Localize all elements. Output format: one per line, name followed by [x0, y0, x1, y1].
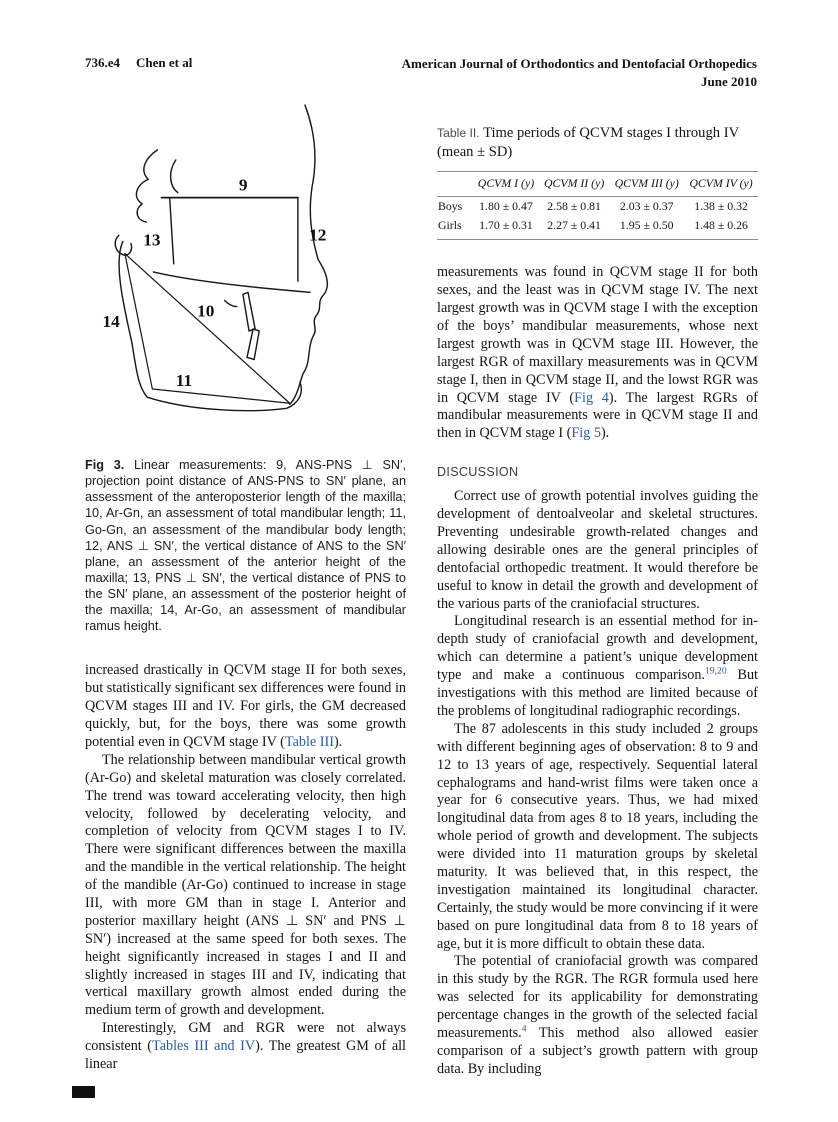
paragraph-left-3: [85, 1020, 406, 1074]
table-ii-grid: [437, 171, 758, 240]
text-run: measurements was found in QCVM stage II for both sexes, and the least was in QCVM stage IV. The next largest growth was in QCVM stage I with the exception of the boys’ mandibular measurements, whose next largest growth was in QCVM stage III. However, the largest RGR of maxillary measurements was in QCVM stage I, then in QCVM stage II, and the lowst RGR was in QCVM stage IV (: [437, 264, 758, 406]
ceph-tracing-svg: [93, 101, 401, 447]
condyle-outline: [115, 235, 131, 255]
paragraph-discussion-2: [437, 613, 758, 720]
paragraph-left-1: [85, 662, 406, 751]
figure-label-13: 13: [142, 230, 160, 250]
figure-label-11: 11: [175, 370, 192, 390]
figure-label-12: 12: [308, 225, 326, 245]
tables-iii-iv-link[interactable]: Tables III and IV: [152, 1038, 256, 1055]
profile-outline: [289, 105, 327, 404]
column-header: QCVM III (y): [609, 172, 684, 197]
text-run: ). The greatest GM of all linear: [85, 1038, 407, 1072]
two-column-body: [85, 97, 758, 1079]
go-gn-line: [152, 389, 289, 403]
empty-header-cell: [437, 172, 473, 197]
citation-4-link[interactable]: 4: [521, 1023, 527, 1035]
text-run: Interestingly, GM and RGR were not always consistent (: [85, 1020, 406, 1055]
paragraph-discussion-3: The 87 adolescents in this study included 2 groups with different beginning ages of observation: 8 to 9 and 12 to 13 years of age, respectively. Sequential lateral cephalograms and hand-wrist films were taken once a year for 6 consecutive years. Thus, we had mixed longitudinal data from ages 8 to 18 years, including the whole period of growth and development. The subjects were divided into 11 maturation groups by skeletal maturity. It was believed that, in this respect, the investigation maintained its longitudinal character. Certainly, the study would be more convincing if it were based on pure longitudinal data from 8 to 18 years of age, but it is more difficult to obtain these data.: [437, 720, 758, 952]
pns-vertical-line: [169, 198, 173, 264]
fig3-image: [87, 101, 406, 447]
fig3-caption: [85, 457, 406, 634]
table-cell: 2.58 ± 0.81: [547, 199, 601, 214]
table-row-boys: [437, 197, 758, 217]
column-header: QCVM II (y): [539, 172, 609, 197]
fig5-link[interactable]: Fig 5: [571, 425, 601, 442]
left-column: [85, 97, 406, 1079]
table-ii-label: Table II.: [437, 126, 480, 140]
figure-label-14: 14: [101, 311, 120, 331]
issue-date: June 2010: [701, 74, 757, 90]
page-number: 736.e4: [85, 55, 121, 70]
text-run: increased drastically in QCVM stage II for both sexes, but statistically significant sex differences were found in QCVM stages III and IV. For girls, the GM decreased quickly, but, for the boys, there was some growth potential even in QCVM stage IV (: [85, 662, 406, 750]
ar-gn-line: [124, 254, 289, 404]
figure-label-10: 10: [196, 301, 214, 321]
maxilla-line: [153, 272, 310, 292]
row-label: Girls: [437, 216, 473, 240]
cranial-squiggle: [136, 150, 157, 222]
ar-go-line: [124, 254, 151, 389]
table-header-row: [437, 172, 758, 197]
figure-label-9: 9: [238, 175, 247, 195]
lower-incisor: [247, 329, 259, 360]
table-row-girls: [437, 216, 758, 240]
text-run: ).: [600, 425, 610, 442]
paragraph-left-2: The relationship between mandibular vertical growth (Ar-Go) and skeletal maturation was closely correlated. The trend was toward accelerating velocity, then high velocity, followed by decelerating velocity, and completion of velocity from QCVM stages I to IV. There were significant differences between the maxilla and the mandible in the vertical relationship. The height of the mandible (Ar-Go) continued to increase in stage III, with more GM than in stage I. Anterior and posterior maxillary height (ANS ⊥ SN′ and PNS ⊥ SN′) increased at the same speed for both sexes. The height significantly increased in stages I and II and slightly increased in stages III and IV, indicating that vertical maxillary growth almost ended during the medium term of growth and development.: [85, 751, 406, 1019]
text-run: This method also allowed easier comparison of a subject’s growth pattern with group data. By including: [437, 1024, 758, 1077]
fig3-caption-label: Fig 3.: [85, 458, 125, 472]
discussion-heading: DISCUSSION: [437, 465, 519, 480]
row-label: Boys: [438, 199, 463, 214]
table-ii-title: [437, 124, 758, 161]
table-cell: 2.03 ± 0.37: [619, 199, 674, 214]
column-header: QCVM IV (y): [684, 172, 758, 197]
table-cell: 1.70 ± 0.31: [473, 216, 539, 240]
running-head-right: [402, 55, 757, 91]
authors: Chen et al: [136, 55, 193, 70]
table-cell: 2.27 ± 0.41: [539, 216, 609, 240]
citation-19-20: [705, 665, 727, 676]
fig4-link[interactable]: Fig 4: [574, 389, 609, 406]
paragraph-right-1: [437, 264, 758, 443]
citation-19-20-link[interactable]: 19,20: [704, 665, 727, 677]
right-column: [437, 97, 758, 1079]
print-mark: [72, 1086, 95, 1098]
running-head: [85, 55, 757, 91]
table-cell: 1.38 ± 0.32: [694, 199, 748, 214]
text-run: The potential of craniofacial growth was compared in this study by the RGR. The RGR formula used here was selected for its applicability for demonstrating percentage changes in the growth of the selected facial measurements.: [437, 953, 758, 1041]
text-run: But investigations with this method are limited because of the problems of longitudinal radiographic recordings.: [437, 667, 758, 719]
paragraph-discussion-1: Correct use of growth potential involves guiding the development of dentoalveolar and skeletal structures. Preventing undesirable growth-related changes and allowing desirable ones are the general principles of dentofacial orthopedic treatment. It would therefore be useful to know in detail the growth and development of the various parts of the craniofacial structures.: [437, 488, 758, 612]
cranial-squiggle: [170, 160, 177, 193]
table-cell: 1.48 ± 0.26: [684, 216, 758, 240]
text-run: Longitudinal research is an essential method for in-depth study of craniofacial growth and development, which can determine a patient’s unique development type and make a continuous comparison.: [437, 613, 758, 684]
paragraph-discussion-4: [437, 953, 758, 1078]
text-run: ).: [333, 733, 343, 750]
journal-title: American Journal of Orthodontics and Dentofacial Orthopedics: [401, 56, 757, 71]
table-iii-link[interactable]: Table III: [284, 733, 334, 750]
occlusal-mark: [224, 300, 236, 306]
upper-incisor: [242, 292, 254, 331]
table-cell: 1.80 ± 0.47: [479, 199, 533, 214]
text-run: ). The largest RGRs of mandibular measurements were in QCVM stage II and then in QCVM stage I (: [437, 389, 758, 442]
running-head-left: [85, 55, 192, 71]
fig3-caption-text: Linear measurements: 9, ANS-PNS ⊥ SN′, projection point distance of ANS-PNS to SN′ plane, an assessment of the anteroposterior length of the maxilla; 10, Ar-Gn, an assessment of total mandibular length; 11, Go-Gn, an assessment of the mandibular body length; 12, ANS ⊥ SN′, the vertical distance of ANS to the SN′ plane, an assessment of the anterior height of the maxilla; 13, PNS ⊥ SN′, the vertical distance of PNS to the SN′ plane, an assessment of the posterior height of the maxilla; 14, Ar-Go, an assessment of mandibular ramus height.: [85, 458, 406, 634]
table-cell: 1.95 ± 0.50: [609, 216, 684, 240]
column-header: QCVM I (y): [473, 172, 539, 197]
table-ii-title-text: Time periods of QCVM stages I through IV (mean ± SD): [437, 125, 739, 160]
mandible-outline: [119, 241, 301, 410]
